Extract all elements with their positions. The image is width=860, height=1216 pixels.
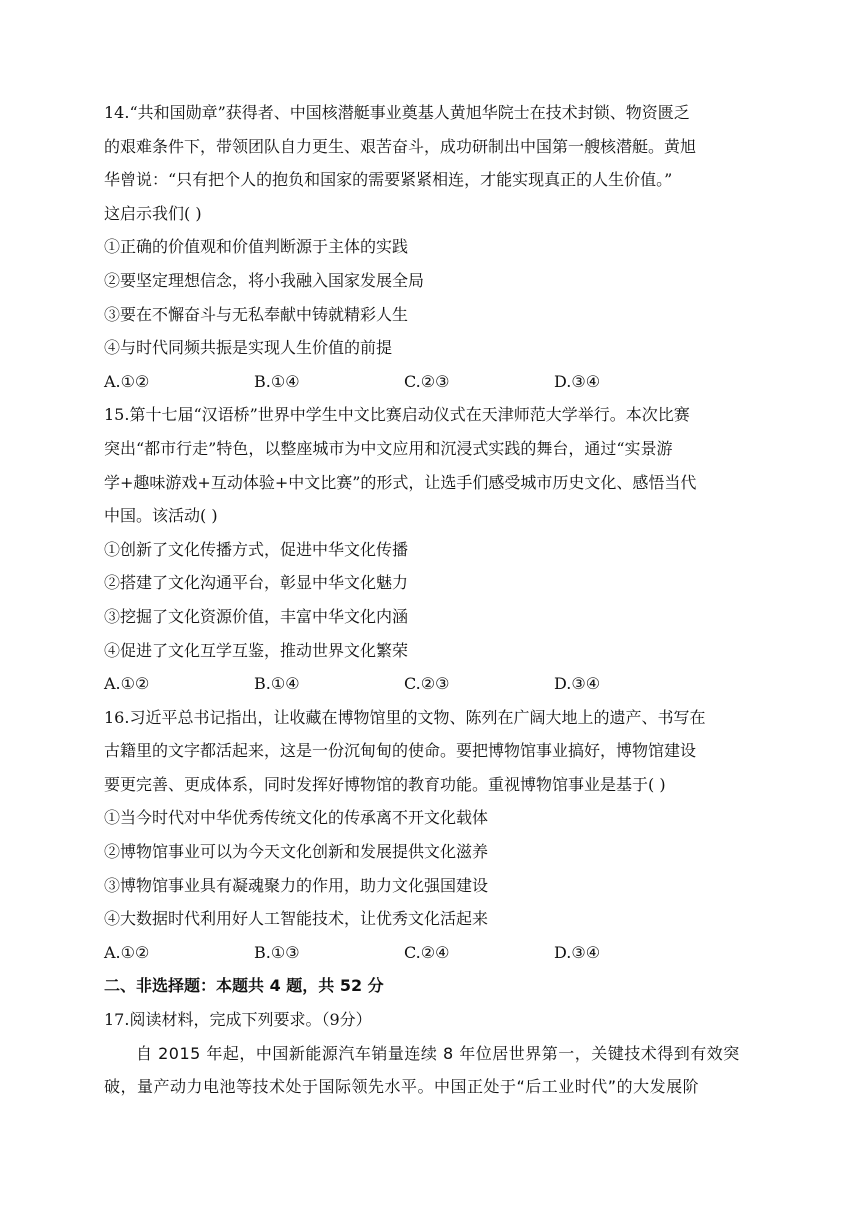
option-c: C.②④ (404, 942, 450, 962)
question-15-statement: ①创新了文化传播方式，促进中华文化传播 (104, 539, 409, 559)
question-15 (104, 398, 760, 700)
question-14-statement: ④与时代同频共振是实现人生价值的前提 (104, 338, 393, 358)
question-16-statement: ②博物馆事业可以为今天文化创新和发展提供文化滋养 (104, 842, 489, 862)
option-d: D.③④ (554, 942, 601, 962)
question-15-statement: ③挖掘了文化资源价值，丰富中华文化内涵 (104, 606, 409, 626)
question-16-stem-line: 古籍里的文字都活起来，这是一份沉甸甸的使命。要把博物馆事业搞好，博物馆建设 (104, 741, 697, 761)
option-b: B.①③ (254, 942, 300, 962)
option-c: C.②③ (404, 371, 450, 391)
option-d: D.③④ (554, 371, 601, 391)
question-14-statement: ①正确的价值观和价值判断源于主体的实践 (104, 237, 409, 257)
question-14-stem-line: 14.“共和国勋章”获得者、中国核潜艇事业奠基人黄旭华院士在技术封锁、物资匮乏 (104, 103, 690, 122)
question-17-material: 自 2015 年起，中国新能源汽车销量连续 8 年位居世界第一，关键技术得到有效突破，量产动力电池等技术处于国际领先水平。中国正处于“后工业时代”的大发展阶 (104, 1043, 740, 1097)
question-14-stem-line: 的艰难条件下，带领团队自力更生、艰苦奋斗，成功研制出中国第一艘核潜艇。黄旭 (104, 136, 697, 156)
option-a: A.①② (104, 371, 150, 391)
question-17 (104, 1003, 760, 1104)
option-d: D.③④ (554, 674, 601, 694)
exam-page (104, 96, 760, 1104)
option-c: C.②③ (404, 674, 450, 694)
question-15-stem-line: 突出“都市行走”特色，以整座城市为中文应用和沉浸式实践的舞台，通过“实景游 (104, 438, 673, 458)
question-14-stem-line: 这启示我们( ) (104, 203, 202, 223)
question-16 (104, 701, 760, 970)
question-16-stem-line: 16.习近平总书记指出，让收藏在博物馆里的文物、陈列在广阔大地上的遗产、书写在 (104, 707, 706, 727)
section-heading: 二、非选择题：本题共 4 题，共 52 分 (104, 976, 384, 996)
question-16-statement: ③博物馆事业具有凝魂聚力的作用，助力文化强国建设 (104, 875, 489, 895)
question-15-statement: ④促进了文化互学互鉴，推动世界文化繁荣 (104, 640, 409, 660)
question-14 (104, 96, 760, 398)
question-17-prompt: 17.阅读材料，完成下列要求。（9分） (104, 1010, 372, 1030)
option-b: B.①④ (254, 371, 300, 391)
question-16-options (104, 936, 760, 970)
question-16-statement: ①当今时代对中华优秀传统文化的传承离不开文化载体 (104, 808, 489, 828)
question-16-stem-line: 要更完善、更成体系，同时发挥好博物馆的教育功能。重视博物馆事业是基于( ) (104, 774, 666, 794)
question-14-stem-line: 华曾说：“只有把个人的抱负和国家的需要紧紧相连，才能实现真正的人生价值。” (104, 170, 673, 190)
question-14-statement: ②要坚定理想信念，将小我融入国家发展全局 (104, 270, 425, 290)
question-15-stem-line: 15.第十七届“汉语桥”世界中学生中文比赛启动仪式在天津师范大学举行。本次比赛 (104, 405, 690, 425)
question-15-stem-line: 中国。该活动( ) (104, 506, 218, 526)
option-a: A.①② (104, 674, 150, 694)
question-16-statement: ④大数据时代利用好人工智能技术，让优秀文化活起来 (104, 909, 489, 929)
question-15-statement: ②搭建了文化沟通平台，彰显中华文化魅力 (104, 573, 409, 593)
question-14-options (104, 365, 760, 399)
option-b: B.①④ (254, 674, 300, 694)
question-14-statement: ③要在不懈奋斗与无私奉献中铸就精彩人生 (104, 304, 409, 324)
option-a: A.①② (104, 942, 150, 962)
question-15-stem-line: 学+趣味游戏+互动体验+中文比赛”的形式，让选手们感受城市历史文化、感悟当代 (104, 472, 697, 492)
question-15-options (104, 667, 760, 701)
